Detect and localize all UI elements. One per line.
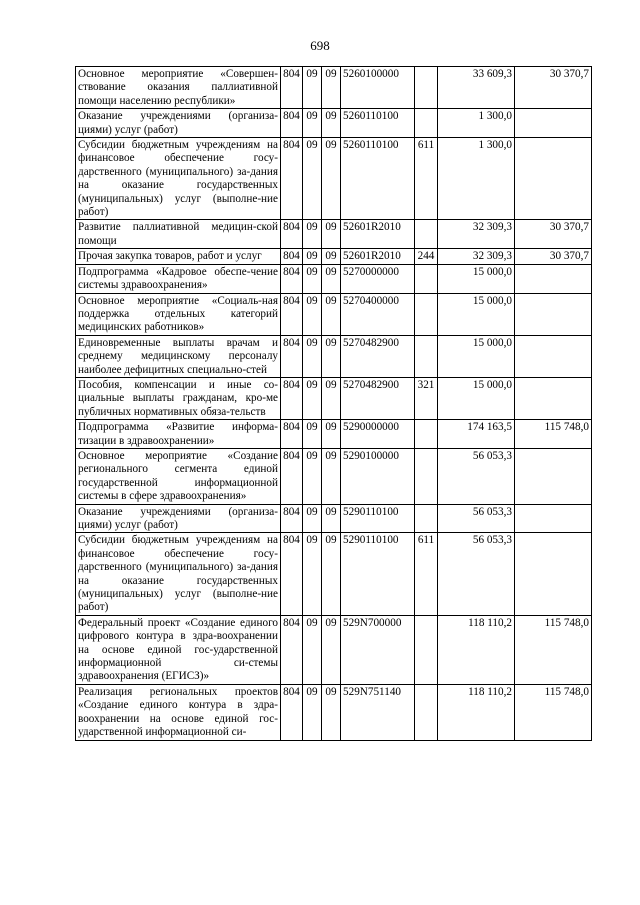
- row-name: Прочая закупка товаров, работ и услуг: [76, 249, 281, 264]
- section-code: 09: [303, 420, 322, 449]
- target-article: 529N751140: [341, 684, 415, 740]
- table-row: [76, 109, 592, 138]
- subsection-code: 09: [322, 249, 341, 264]
- target-article: 52601R2010: [341, 249, 415, 264]
- expense-type: [415, 264, 438, 293]
- ministry-code: 804: [281, 615, 303, 684]
- expense-type: 611: [415, 138, 438, 220]
- table-row: [76, 220, 592, 249]
- expense-type: [415, 448, 438, 504]
- amount-year-2: [515, 109, 592, 138]
- table-row: [76, 420, 592, 449]
- section-code: 09: [303, 615, 322, 684]
- expense-type: [415, 615, 438, 684]
- amount-year-1: 56 053,3: [438, 448, 515, 504]
- subsection-code: 09: [322, 533, 341, 615]
- table-row: [76, 264, 592, 293]
- row-name: Основное мероприятие «Социаль-ная поддержка отдельных категорий медицинских работников»: [76, 293, 281, 335]
- subsection-code: 09: [322, 109, 341, 138]
- amount-year-2: 115 748,0: [515, 684, 592, 740]
- budget-table: [75, 66, 592, 741]
- amount-year-2: 115 748,0: [515, 615, 592, 684]
- target-article: 5290000000: [341, 420, 415, 449]
- table-row: [76, 138, 592, 220]
- amount-year-1: 15 000,0: [438, 264, 515, 293]
- section-code: 09: [303, 109, 322, 138]
- target-article: 5290100000: [341, 448, 415, 504]
- amount-year-2: [515, 293, 592, 335]
- row-name: Подпрограмма «Развитие информа-тизации в здравоохранении»: [76, 420, 281, 449]
- section-code: 09: [303, 264, 322, 293]
- expense-type: [415, 67, 438, 109]
- amount-year-2: 30 370,7: [515, 249, 592, 264]
- ministry-code: 804: [281, 264, 303, 293]
- expense-type: [415, 220, 438, 249]
- table-row: [76, 335, 592, 377]
- amount-year-1: 1 300,0: [438, 109, 515, 138]
- section-code: 09: [303, 249, 322, 264]
- section-code: 09: [303, 533, 322, 615]
- subsection-code: 09: [322, 684, 341, 740]
- subsection-code: 09: [322, 293, 341, 335]
- amount-year-2: 115 748,0: [515, 420, 592, 449]
- amount-year-1: 56 053,3: [438, 504, 515, 533]
- expense-type: [415, 684, 438, 740]
- amount-year-2: [515, 533, 592, 615]
- expense-type: 611: [415, 533, 438, 615]
- subsection-code: 09: [322, 615, 341, 684]
- table-row: [76, 293, 592, 335]
- ministry-code: 804: [281, 504, 303, 533]
- row-name: Основное мероприятие «Создание регионального сегмента единой государственной информационной системы в сфере здравоохранения»: [76, 448, 281, 504]
- amount-year-1: 32 309,3: [438, 220, 515, 249]
- expense-type: [415, 504, 438, 533]
- section-code: 09: [303, 67, 322, 109]
- expense-type: 244: [415, 249, 438, 264]
- table-row: [76, 684, 592, 740]
- subsection-code: 09: [322, 448, 341, 504]
- amount-year-2: [515, 138, 592, 220]
- amount-year-2: 30 370,7: [515, 67, 592, 109]
- ministry-code: 804: [281, 420, 303, 449]
- ministry-code: 804: [281, 293, 303, 335]
- ministry-code: 804: [281, 377, 303, 419]
- amount-year-1: 174 163,5: [438, 420, 515, 449]
- section-code: 09: [303, 504, 322, 533]
- subsection-code: 09: [322, 335, 341, 377]
- target-article: 5260110100: [341, 138, 415, 220]
- amount-year-1: 15 000,0: [438, 293, 515, 335]
- row-name: Оказание учреждениями (организа-циями) услуг (работ): [76, 504, 281, 533]
- ministry-code: 804: [281, 335, 303, 377]
- ministry-code: 804: [281, 138, 303, 220]
- target-article: 52601R2010: [341, 220, 415, 249]
- table-row: [76, 615, 592, 684]
- expense-type: [415, 293, 438, 335]
- amount-year-2: [515, 335, 592, 377]
- target-article: 5260110100: [341, 109, 415, 138]
- row-name: Основное мероприятие «Совершен-ствование оказания паллиативной помощи населению республики»: [76, 67, 281, 109]
- table-row: [76, 504, 592, 533]
- amount-year-1: 1 300,0: [438, 138, 515, 220]
- row-name: Подпрограмма «Кадровое обеспе-чение системы здравоохранения»: [76, 264, 281, 293]
- section-code: 09: [303, 684, 322, 740]
- expense-type: 321: [415, 377, 438, 419]
- target-article: 5290110100: [341, 504, 415, 533]
- amount-year-2: [515, 377, 592, 419]
- amount-year-1: 15 000,0: [438, 335, 515, 377]
- ministry-code: 804: [281, 684, 303, 740]
- table-row: [76, 67, 592, 109]
- ministry-code: 804: [281, 67, 303, 109]
- amount-year-2: 30 370,7: [515, 220, 592, 249]
- target-article: 5260100000: [341, 67, 415, 109]
- target-article: 529N700000: [341, 615, 415, 684]
- target-article: 5270482900: [341, 335, 415, 377]
- row-name: Развитие паллиативной медицин-ской помощи: [76, 220, 281, 249]
- row-name: Реализация региональных проектов «Создание единого контура в здра-воохранении на основе единой гос-ударственной информационной си-: [76, 684, 281, 740]
- amount-year-2: [515, 264, 592, 293]
- ministry-code: 804: [281, 533, 303, 615]
- target-article: 5270482900: [341, 377, 415, 419]
- expense-type: [415, 420, 438, 449]
- ministry-code: 804: [281, 220, 303, 249]
- subsection-code: 09: [322, 67, 341, 109]
- table-row: [76, 249, 592, 264]
- row-name: Федеральный проект «Создание единого цифрового контура в здра-воохранении на основе единой гос-ударственной информационной си-стемы здравоохранения (ЕГИСЗ)»: [76, 615, 281, 684]
- target-article: 5270000000: [341, 264, 415, 293]
- table-row: [76, 448, 592, 504]
- subsection-code: 09: [322, 377, 341, 419]
- section-code: 09: [303, 138, 322, 220]
- section-code: 09: [303, 377, 322, 419]
- amount-year-1: 33 609,3: [438, 67, 515, 109]
- expense-type: [415, 335, 438, 377]
- table-row: [76, 377, 592, 419]
- table-row: [76, 533, 592, 615]
- target-article: 5290110100: [341, 533, 415, 615]
- expense-type: [415, 109, 438, 138]
- amount-year-2: [515, 448, 592, 504]
- amount-year-1: 32 309,3: [438, 249, 515, 264]
- subsection-code: 09: [322, 138, 341, 220]
- amount-year-2: [515, 504, 592, 533]
- row-name: Оказание учреждениями (организа-циями) услуг (работ): [76, 109, 281, 138]
- amount-year-1: 56 053,3: [438, 533, 515, 615]
- section-code: 09: [303, 220, 322, 249]
- subsection-code: 09: [322, 264, 341, 293]
- row-name: Субсидии бюджетным учреждениям на финансовое обеспечение госу-дарственного (муниципального) за-дания на оказание государственных (муниципальных) услуг (выполне-ние работ): [76, 533, 281, 615]
- amount-year-1: 118 110,2: [438, 615, 515, 684]
- subsection-code: 09: [322, 420, 341, 449]
- amount-year-1: 118 110,2: [438, 684, 515, 740]
- ministry-code: 804: [281, 109, 303, 138]
- row-name: Пособия, компенсации и иные со-циальные выплаты гражданам, кро-ме публичных нормативных обяза-тельств: [76, 377, 281, 419]
- subsection-code: 09: [322, 220, 341, 249]
- ministry-code: 804: [281, 448, 303, 504]
- section-code: 09: [303, 335, 322, 377]
- page-number: 698: [310, 38, 330, 53]
- row-name: Субсидии бюджетным учреждениям на финансовое обеспечение госу-дарственного (муниципального) за-дания на оказание государственных (муниципальных) услуг (выполне-ние работ): [76, 138, 281, 220]
- section-code: 09: [303, 448, 322, 504]
- target-article: 5270400000: [341, 293, 415, 335]
- amount-year-1: 15 000,0: [438, 377, 515, 419]
- section-code: 09: [303, 293, 322, 335]
- row-name: Единовременные выплаты врачам и среднему медицинскому персоналу наиболее дефицитных специально-стей: [76, 335, 281, 377]
- subsection-code: 09: [322, 504, 341, 533]
- ministry-code: 804: [281, 249, 303, 264]
